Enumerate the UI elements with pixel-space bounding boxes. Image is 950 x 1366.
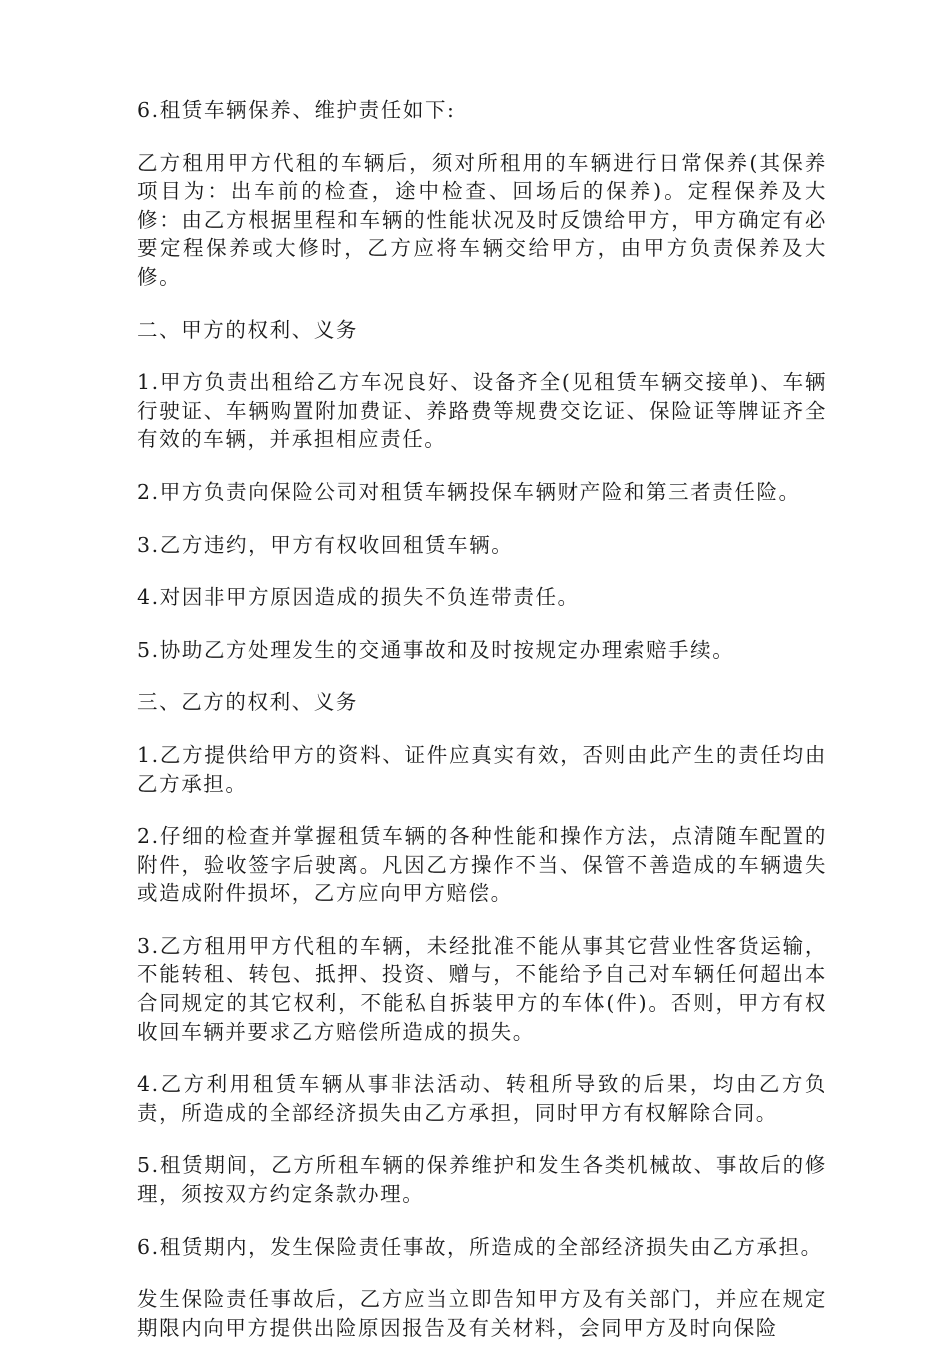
paragraph-party-b-5: 5.租赁期间，乙方所租车辆的保养维护和发生各类机械故、事故后的修理，须按双方约定条款办理。 bbox=[137, 1153, 827, 1207]
paragraph-party-b-2: 2.仔细的检查并掌握租赁车辆的各种性能和操作方法，点清随车配置的附件，验收签字后驶离。凡因乙方操作不当、保管不善造成的车辆遗失或造成附件损坏，乙方应向甲方赔偿。 bbox=[137, 824, 827, 906]
paragraph-party-b-1: 1.乙方提供给甲方的资料、证件应真实有效，否则由此产生的责任均由乙方承担。 bbox=[137, 742, 827, 796]
paragraph-maintenance-heading: 6.租赁车辆保养、维护责任如下: bbox=[137, 98, 456, 122]
paragraph-insurance-accident: 发生保险责任事故后，乙方应当立即告知甲方及有关部门，并应在规定期限内向甲方提供出险原因报告及有关材料，会同甲方及时向保险 bbox=[137, 1287, 827, 1340]
paragraph-maintenance-detail: 乙方租用甲方代租的车辆后，须对所租用的车辆进行日常保养(其保养项目为：出车前的检查，途中检查、回场后的保养)。定程保养及大修：由乙方根据里程和车辆的性能状况及时反馈给甲方，甲方确定有必要定程保养或大修时，乙方应将车辆交给甲方，由甲方负责保养及大修。 bbox=[137, 150, 827, 289]
paragraph-party-a-3: 3.乙方违约，甲方有权收回租赁车辆。 bbox=[137, 532, 514, 557]
section-heading-party-b: 三、乙方的权利、义务 bbox=[137, 690, 358, 715]
paragraph-party-a-2: 2.甲方负责向保险公司对租赁车辆投保车辆财产险和第三者责任险。 bbox=[137, 479, 801, 504]
paragraph-party-a-1: 1.甲方负责出租给乙方车况良好、设备齐全(见租赁车辆交接单)、车辆行驶证、车辆购置附加费证、养路费等规费交讫证、保险证等牌证齐全有效的车辆，并承担相应责任。 bbox=[137, 370, 827, 452]
paragraph-party-a-5: 5.协助乙方处理发生的交通事故和及时按规定办理索赔手续。 bbox=[137, 637, 735, 662]
section-heading-party-a: 二、甲方的权利、义务 bbox=[137, 317, 358, 342]
document-body bbox=[137, 96, 827, 1366]
paragraph-party-a-4: 4.对因非甲方原因造成的损失不负连带责任。 bbox=[137, 585, 580, 610]
paragraph-party-b-4: 4.乙方利用租赁车辆从事非法活动、转租所导致的后果，均由乙方负责，所造成的全部经济损失由乙方承担，同时甲方有权解除合同。 bbox=[137, 1072, 827, 1125]
paragraph-party-b-6: 6.租赁期内，发生保险责任事故，所造成的全部经济损失由乙方承担。 bbox=[137, 1234, 823, 1259]
paragraph-party-b-3: 3.乙方租用甲方代租的车辆，未经批准不能从事其它营业性客货运输，不能转租、转包、抵押、投资、赠与，不能给予自己对车辆任何超出本合同规定的其它权利，不能私自拆装甲方的车体(件)。否则，甲方有权收回车辆并要求乙方赔偿所造成的损失。 bbox=[137, 933, 827, 1044]
